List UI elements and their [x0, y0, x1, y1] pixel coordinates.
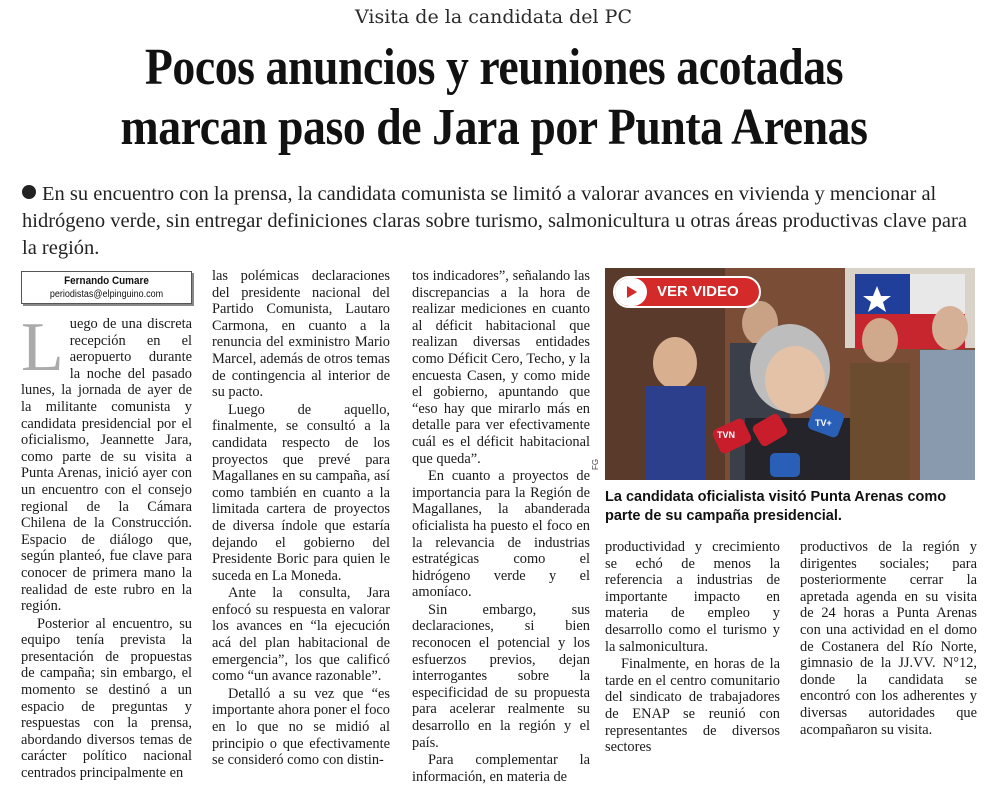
paragraph: tos indicadores”, señalando las discrepancias a la hora de realizar mediciones en cuanto al déficit habitacional que realizan diversas entidades como Déficit Cero, Techo, y la encuesta Casen, y como mide el gobierno, apuntando que “eso hay que mirarlo más en detalle para ver efectivamente cuál es el déficit habitacional que queda”.	[412, 268, 590, 467]
paragraph: Ante la consulta, Jara enfocó su respuesta en valorar los avances en “la ejecución acá del plan habitacional de emergencia”, los que calificó como “un avance razonable”.	[212, 585, 390, 685]
video-button-label: VER VIDEO	[657, 283, 739, 300]
play-icon	[615, 278, 647, 306]
mic-label: TV+	[815, 418, 832, 428]
article-column-1	[21, 309, 192, 783]
paragraph: Luego de una discreta recepción en el aeropuerto durante la noche del pasado lunes, la jornada de ayer de la militante comunista y candidata presidencial por el oficialismo, Jeannette Jara, como parte de su visita a Punta Arenas, inició ayer con un encuentro con el consejo regional de la Cámara Chilena de la Construcción. Espacio de diálogo que, según planteó, fue clave para conocer de primera mano la realidad de este rubro en la región.	[21, 309, 192, 615]
paragraph: Detalló a su vez que “es importante ahora poner el foco en lo que no se midió al principio o que efectivamente se consideró como con distin-	[212, 685, 390, 769]
paragraph: Luego de aquello, finalmente, se consultó a la candidata respecto de los proyectos que prevé para Magallanes en su campaña, así como también en cuanto a la limitada cartera de proyectos de diversa índole que estaría dejando el gobierno del Presidente Boric para quien le suceda en La Moneda.	[212, 401, 390, 584]
paragraph: En cuanto a proyectos de importancia para la Región de Magallanes, la abanderada oficialista ha puesto el foco en la relevancia de industrias estratégicas como el hidrógeno verde y el amoníaco.	[412, 468, 590, 601]
article-column-4	[605, 539, 780, 757]
bullet-icon	[22, 185, 36, 199]
paragraph: Para complementar la información, en materia de	[412, 752, 590, 785]
article-column-5	[800, 539, 977, 739]
dek	[22, 181, 974, 262]
paragraph: productividad y crecimiento se echó de menos la referencia a industrias de importante impacto en materia de empleo y desarrollo como el turismo y la salmonicultura.	[605, 539, 780, 655]
article-column-2	[212, 268, 390, 770]
headline	[66, 38, 921, 158]
byline-email[interactable]: periodistas@elpinguino.com	[49, 289, 164, 300]
paragraph: Finalmente, en horas de la tarde en el centro comunitario del sindicato de trabajadores de ENAP se reunió con representantes de diversos sectores	[605, 656, 780, 756]
photo-credit: FG	[591, 458, 600, 470]
video-button[interactable]	[613, 276, 761, 308]
paragraph: las polémicas declaraciones del presidente nacional del Partido Comunista, Lautaro Carmona, en cuanto a la renuncia del exministro Mario Marcel, además de otros temas de contingencia al interior de su pacto.	[212, 268, 390, 401]
article-column-3	[412, 268, 590, 786]
drop-cap: L	[21, 309, 64, 386]
mic-label: TVN	[717, 430, 735, 440]
headline-line-2: marcan paso de Jara por Punta Arenas	[120, 99, 868, 156]
byline-author: Fernando Cumare	[64, 275, 149, 287]
dek-text: En su encuentro con la prensa, la candidata comunista se limitó a valorar avances en vivienda y mencionar al hidrógeno verde, sin entregar definiciones claras sobre turismo, salmonicultura u otras áreas productivas clave para la región.	[22, 183, 967, 259]
news-photo[interactable]	[605, 268, 975, 480]
headline-line-1: Pocos anuncios y reuniones acotadas	[144, 39, 844, 96]
paragraph: Sin embargo, sus declaraciones, si bien reconocen el potencial y los esfuerzos previos, dejan interrogantes sobre la especificidad de su propuesta para acelerar realmente su desarrollo en la región y el país.	[412, 601, 590, 751]
byline-box	[21, 271, 192, 304]
photo-caption: La candidata oficialista visitó Punta Arenas como parte de su campaña presidencial.	[605, 489, 947, 524]
paragraph: productivos de la región y dirigentes sociales; para posteriormente cerrar la apretada agenda en su visita de 24 horas a Punta Arenas con una actividad en el domo de Costanera del Río Norte, gimnasio de la JJ.VV. N°12, donde la candidata se encontró con los adherentes y diversas autoridades que acompañaron su visita.	[800, 539, 977, 738]
paragraph: Posterior al encuentro, su equipo tenía prevista la presentación de propuestas de campaña; sin embargo, el momento se destinó a un espacio de preguntas y respuestas con la prensa, abordando diversos temas de carácter político nacional centrados principalmente en	[21, 615, 192, 782]
kicker: Visita de la candidata del PC	[355, 6, 632, 28]
